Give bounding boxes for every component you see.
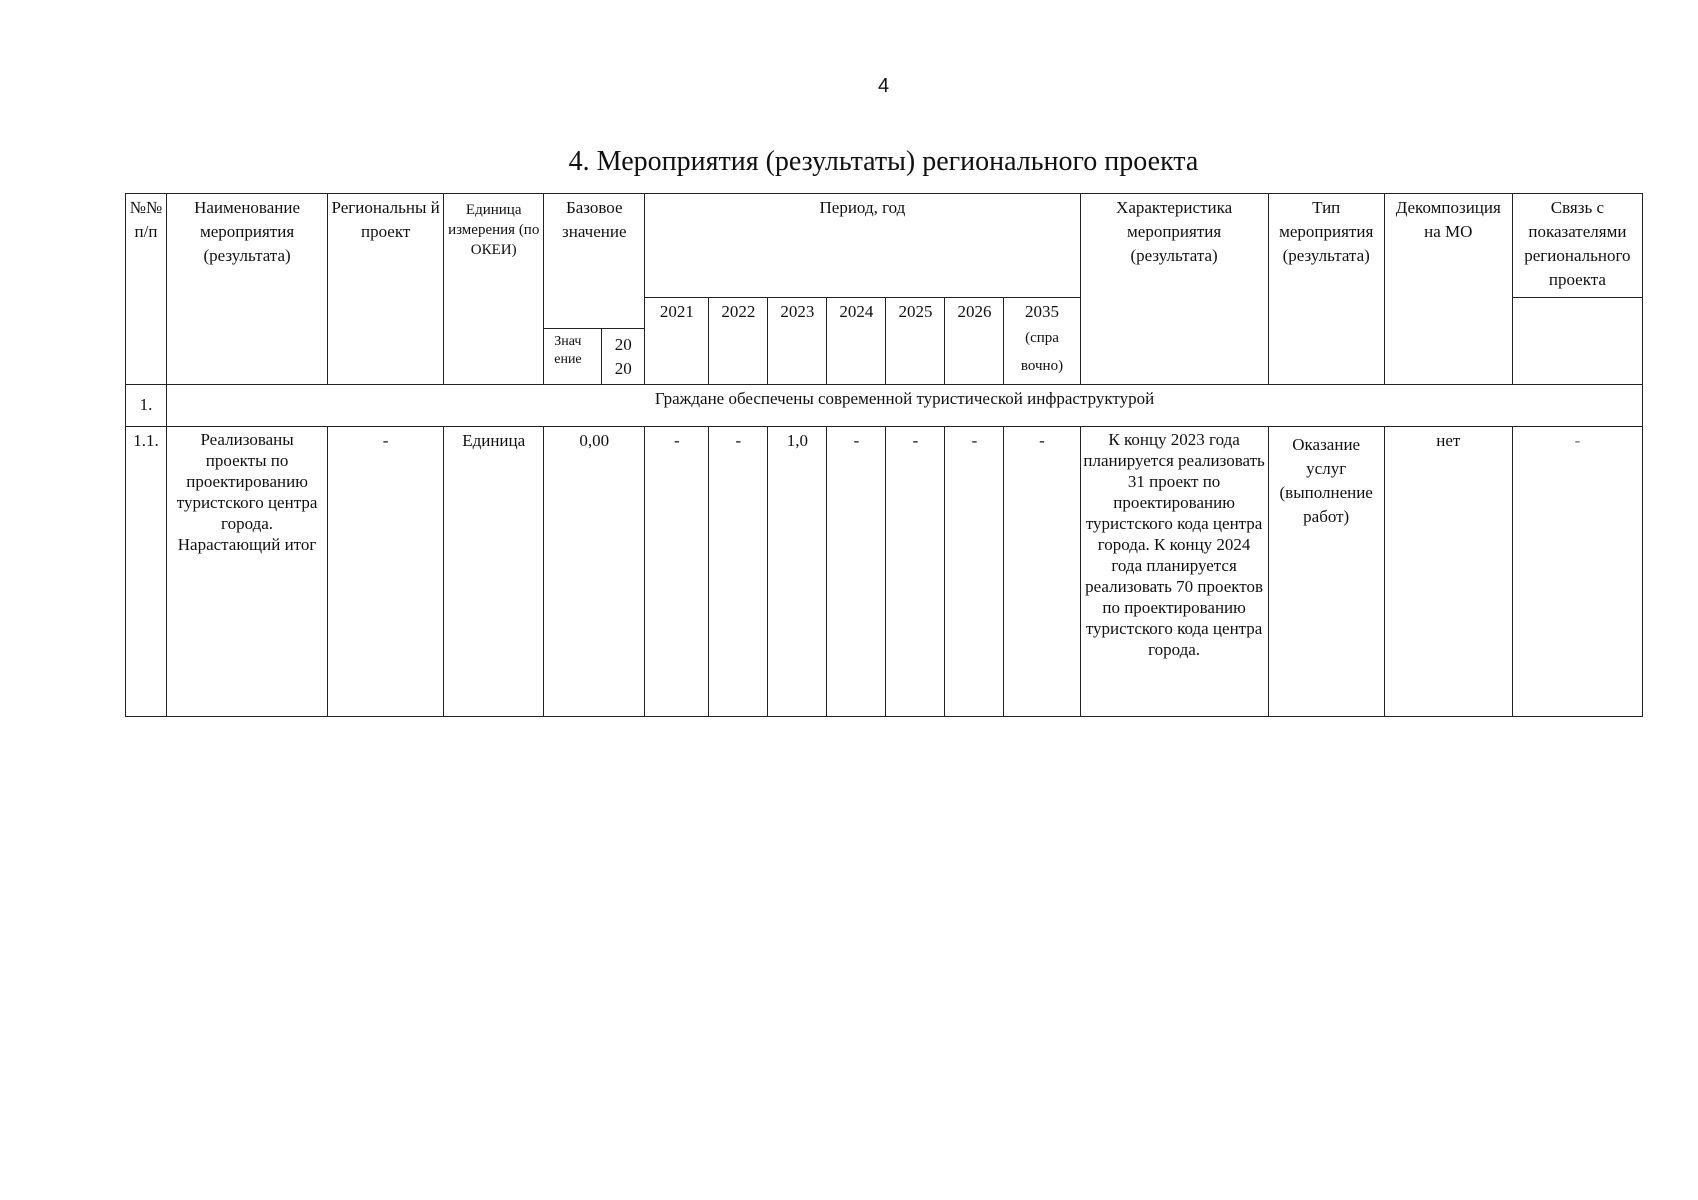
row-type: Оказание услуг (выполнение работ): [1268, 427, 1384, 717]
row-unit: Единица: [444, 427, 544, 717]
section-title: Граждане обеспечены современной туристической инфраструктурой: [167, 385, 1643, 427]
year-2021: 2021: [645, 298, 709, 385]
row-link: -: [1512, 427, 1642, 717]
header-base-year: [602, 329, 645, 385]
header-type: Тип мероприятия (результата): [1268, 194, 1384, 385]
section-num: 1.: [126, 385, 167, 427]
row-year-2024: -: [827, 427, 886, 717]
header-base-value: Базовое значение: [544, 194, 645, 329]
row-year-2022: -: [709, 427, 768, 717]
header-num: №№ п/п: [126, 194, 167, 385]
year-2035-note-a: (спра: [1025, 330, 1059, 346]
header-row-1: [126, 194, 1643, 298]
row-year-2026: -: [945, 427, 1004, 717]
year-2024: 2024: [827, 298, 886, 385]
row-regional-project: -: [328, 427, 444, 717]
table-row: [126, 427, 1643, 717]
row-decomposition: нет: [1384, 427, 1512, 717]
row-characteristic: К концу 2023 года планируется реализовать 31 проект по проектированию туристского кода центра города. К концу 2024 года планируется реализовать 70 проектов по проектированию туристского кода центра города.: [1080, 427, 1268, 717]
row-num: 1.1.: [126, 427, 167, 717]
header-period: Период, год: [645, 194, 1080, 298]
header-unit: Единица измерения (по ОКЕИ): [444, 194, 544, 385]
header-characteristic: Характеристика мероприятия (результата): [1080, 194, 1268, 385]
row-year-2021: -: [645, 427, 709, 717]
header-regional-project: Региональны й проект: [328, 194, 444, 385]
section-row: [126, 385, 1643, 427]
page-title: 4. Мероприятия (результаты) регионального проекта: [568, 146, 1199, 177]
header-link-empty: [1512, 298, 1642, 385]
row-year-2023: 1,0: [768, 427, 827, 717]
row-year-2025: -: [886, 427, 945, 717]
page-number: 4: [877, 75, 890, 97]
base-year-b: 20: [614, 359, 632, 378]
base-year-a: 20: [614, 335, 632, 354]
year-2022: 2022: [709, 298, 768, 385]
header-decomposition: Декомпозиция на МО: [1384, 194, 1512, 385]
year-2025: 2025: [886, 298, 945, 385]
year-2023: 2023: [768, 298, 827, 385]
row-base-value: 0,00: [544, 427, 645, 717]
header-base-value-sub: Знач ение: [544, 329, 602, 385]
row-name: Реализованы проекты по проектированию туристского центра города. Нарастающий итог: [167, 427, 328, 717]
header-name: Наименование мероприятия (результата): [167, 194, 328, 385]
header-link: Связь с показателями регионального проекта: [1512, 194, 1642, 298]
row-year-2035: -: [1004, 427, 1080, 717]
year-2035-note-b: вочно): [1020, 358, 1064, 374]
events-table: [125, 193, 1643, 717]
year-2035: [1004, 298, 1080, 385]
year-2026: 2026: [945, 298, 1004, 385]
year-2035-label: 2035: [1025, 302, 1060, 321]
